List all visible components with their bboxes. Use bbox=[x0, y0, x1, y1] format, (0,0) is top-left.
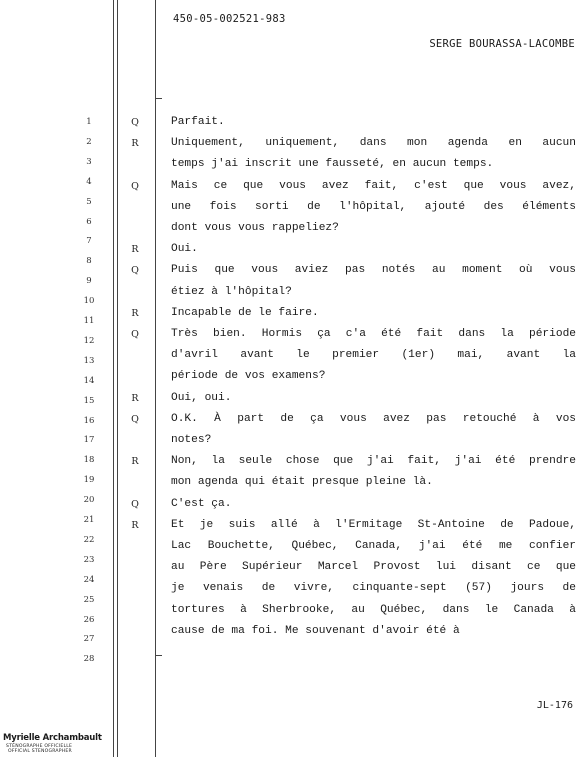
speaker-marker: R bbox=[131, 244, 139, 256]
speaker-marker: Q bbox=[131, 329, 139, 340]
transcript-line: Uniquement, uniquement, dans mon agenda en aucun bbox=[171, 137, 576, 150]
line-number: 4 bbox=[86, 176, 92, 187]
line-number: 23 bbox=[83, 554, 95, 565]
line-number: 14 bbox=[83, 375, 95, 386]
case-number: 450-05-002521-983 bbox=[173, 13, 286, 25]
line-number: 12 bbox=[83, 335, 95, 346]
transcript-line: Parfait. bbox=[171, 116, 225, 128]
line-number: 2 bbox=[86, 136, 92, 147]
stenographer-name: Myrielle Archambault bbox=[3, 733, 102, 743]
transcript-line: Puis que vous aviez pas notés au moment où vous bbox=[171, 264, 576, 277]
transcript-line: temps j'ai inscrit une fausseté, en aucun temps. bbox=[171, 158, 494, 171]
transcript-line: période de vos examens? bbox=[171, 370, 326, 383]
line-number: 25 bbox=[83, 594, 95, 605]
speaker-marker: R bbox=[131, 519, 139, 531]
transcript-line: cause de ma foi. Me souvenant d'avoir été à bbox=[171, 624, 460, 637]
transcript-line: je venais de vivre, cinquante-sept (57) jours de bbox=[171, 582, 576, 595]
speaker-marker: R bbox=[131, 456, 139, 468]
line-number: 9 bbox=[86, 276, 92, 287]
transcript-line: C'est ça. bbox=[171, 497, 232, 510]
speaker-marker: R bbox=[131, 138, 139, 150]
rule-tick-top bbox=[155, 98, 162, 99]
line-number: 11 bbox=[83, 316, 95, 326]
page-code: JL-176 bbox=[536, 700, 573, 711]
transcript-line: Oui. bbox=[171, 243, 198, 256]
line-number: 17 bbox=[83, 435, 95, 446]
speaker-marker: Q bbox=[131, 180, 139, 192]
transcript-line: Et je suis allé à l'Ermitage St-Antoine de Padoue, bbox=[171, 518, 576, 531]
transcript-line: une fois sorti de l'hôpital, ajouté des éléments bbox=[171, 200, 576, 213]
transcript-line: Très bien. Hormis ça c'a été fait dans la période bbox=[171, 328, 576, 340]
speaker-marker: Q bbox=[131, 117, 139, 128]
line-number: 24 bbox=[83, 574, 95, 585]
speaker-marker: Q bbox=[131, 413, 139, 425]
line-number: 26 bbox=[83, 614, 95, 625]
speaker-column-rule bbox=[155, 0, 156, 757]
margin-rule-left-2 bbox=[117, 0, 118, 757]
speaker-marker: R bbox=[131, 392, 139, 404]
transcript-line: d'avril avant le premier (1er) mai, avant la bbox=[171, 349, 576, 362]
rule-tick-bottom bbox=[155, 655, 162, 656]
speaker-marker: Q bbox=[131, 265, 139, 277]
transcript-line: Lac Bouchette, Québec, Canada, j'ai été me confier bbox=[171, 540, 576, 552]
stenographer-title-fr: STÉNOGRAPHE OFFICIELLE bbox=[6, 744, 73, 749]
speaker-marker: R bbox=[131, 307, 139, 319]
line-number: 19 bbox=[83, 475, 95, 486]
line-number: 3 bbox=[86, 156, 92, 167]
line-number: 16 bbox=[83, 415, 95, 426]
line-number: 18 bbox=[83, 455, 95, 466]
witness-name: SERGE BOURASSA-LACOMBE bbox=[429, 38, 575, 50]
line-number: 10 bbox=[83, 296, 95, 307]
stenographer-title-en: OFFICIAL STENOGRAPHER bbox=[8, 749, 72, 754]
transcript-line: mon agenda qui était presque pleine là. bbox=[171, 476, 433, 489]
line-number: 5 bbox=[86, 196, 92, 207]
line-number: 6 bbox=[86, 216, 92, 227]
transcript-line: tortures à Sherbrooke, au Québec, dans le Canada à bbox=[171, 603, 576, 616]
line-number: 21 bbox=[83, 515, 95, 525]
transcript-line: Incapable de le faire. bbox=[171, 306, 319, 319]
line-number: 27 bbox=[83, 634, 95, 645]
line-number: 13 bbox=[83, 355, 95, 366]
line-number: 15 bbox=[83, 395, 95, 406]
speaker-marker: Q bbox=[131, 498, 139, 510]
line-number: 22 bbox=[83, 534, 95, 545]
transcript-line: O.K. À part de ça vous avez pas retouché à vos bbox=[171, 412, 576, 425]
transcript-line: notes? bbox=[171, 434, 212, 446]
line-number: 7 bbox=[86, 236, 92, 247]
transcript-line: Oui, oui. bbox=[171, 391, 232, 404]
transcript-line: au Père Supérieur Marcel Provost lui disant ce que bbox=[171, 561, 576, 574]
stenographer-stamp bbox=[3, 733, 102, 754]
line-number: 28 bbox=[83, 654, 95, 665]
line-number: 20 bbox=[83, 495, 95, 506]
line-number: 8 bbox=[86, 256, 92, 267]
transcript-line: dont vous vous rappeliez? bbox=[171, 222, 339, 234]
transcript-line: Non, la seule chose que j'ai fait, j'ai été prendre bbox=[171, 455, 576, 468]
margin-rule-left-1 bbox=[113, 0, 114, 757]
line-number: 1 bbox=[86, 117, 92, 127]
transcript-line: étiez à l'hôpital? bbox=[171, 285, 292, 298]
transcript-line: Mais ce que vous avez fait, c'est que vous avez, bbox=[171, 179, 576, 192]
